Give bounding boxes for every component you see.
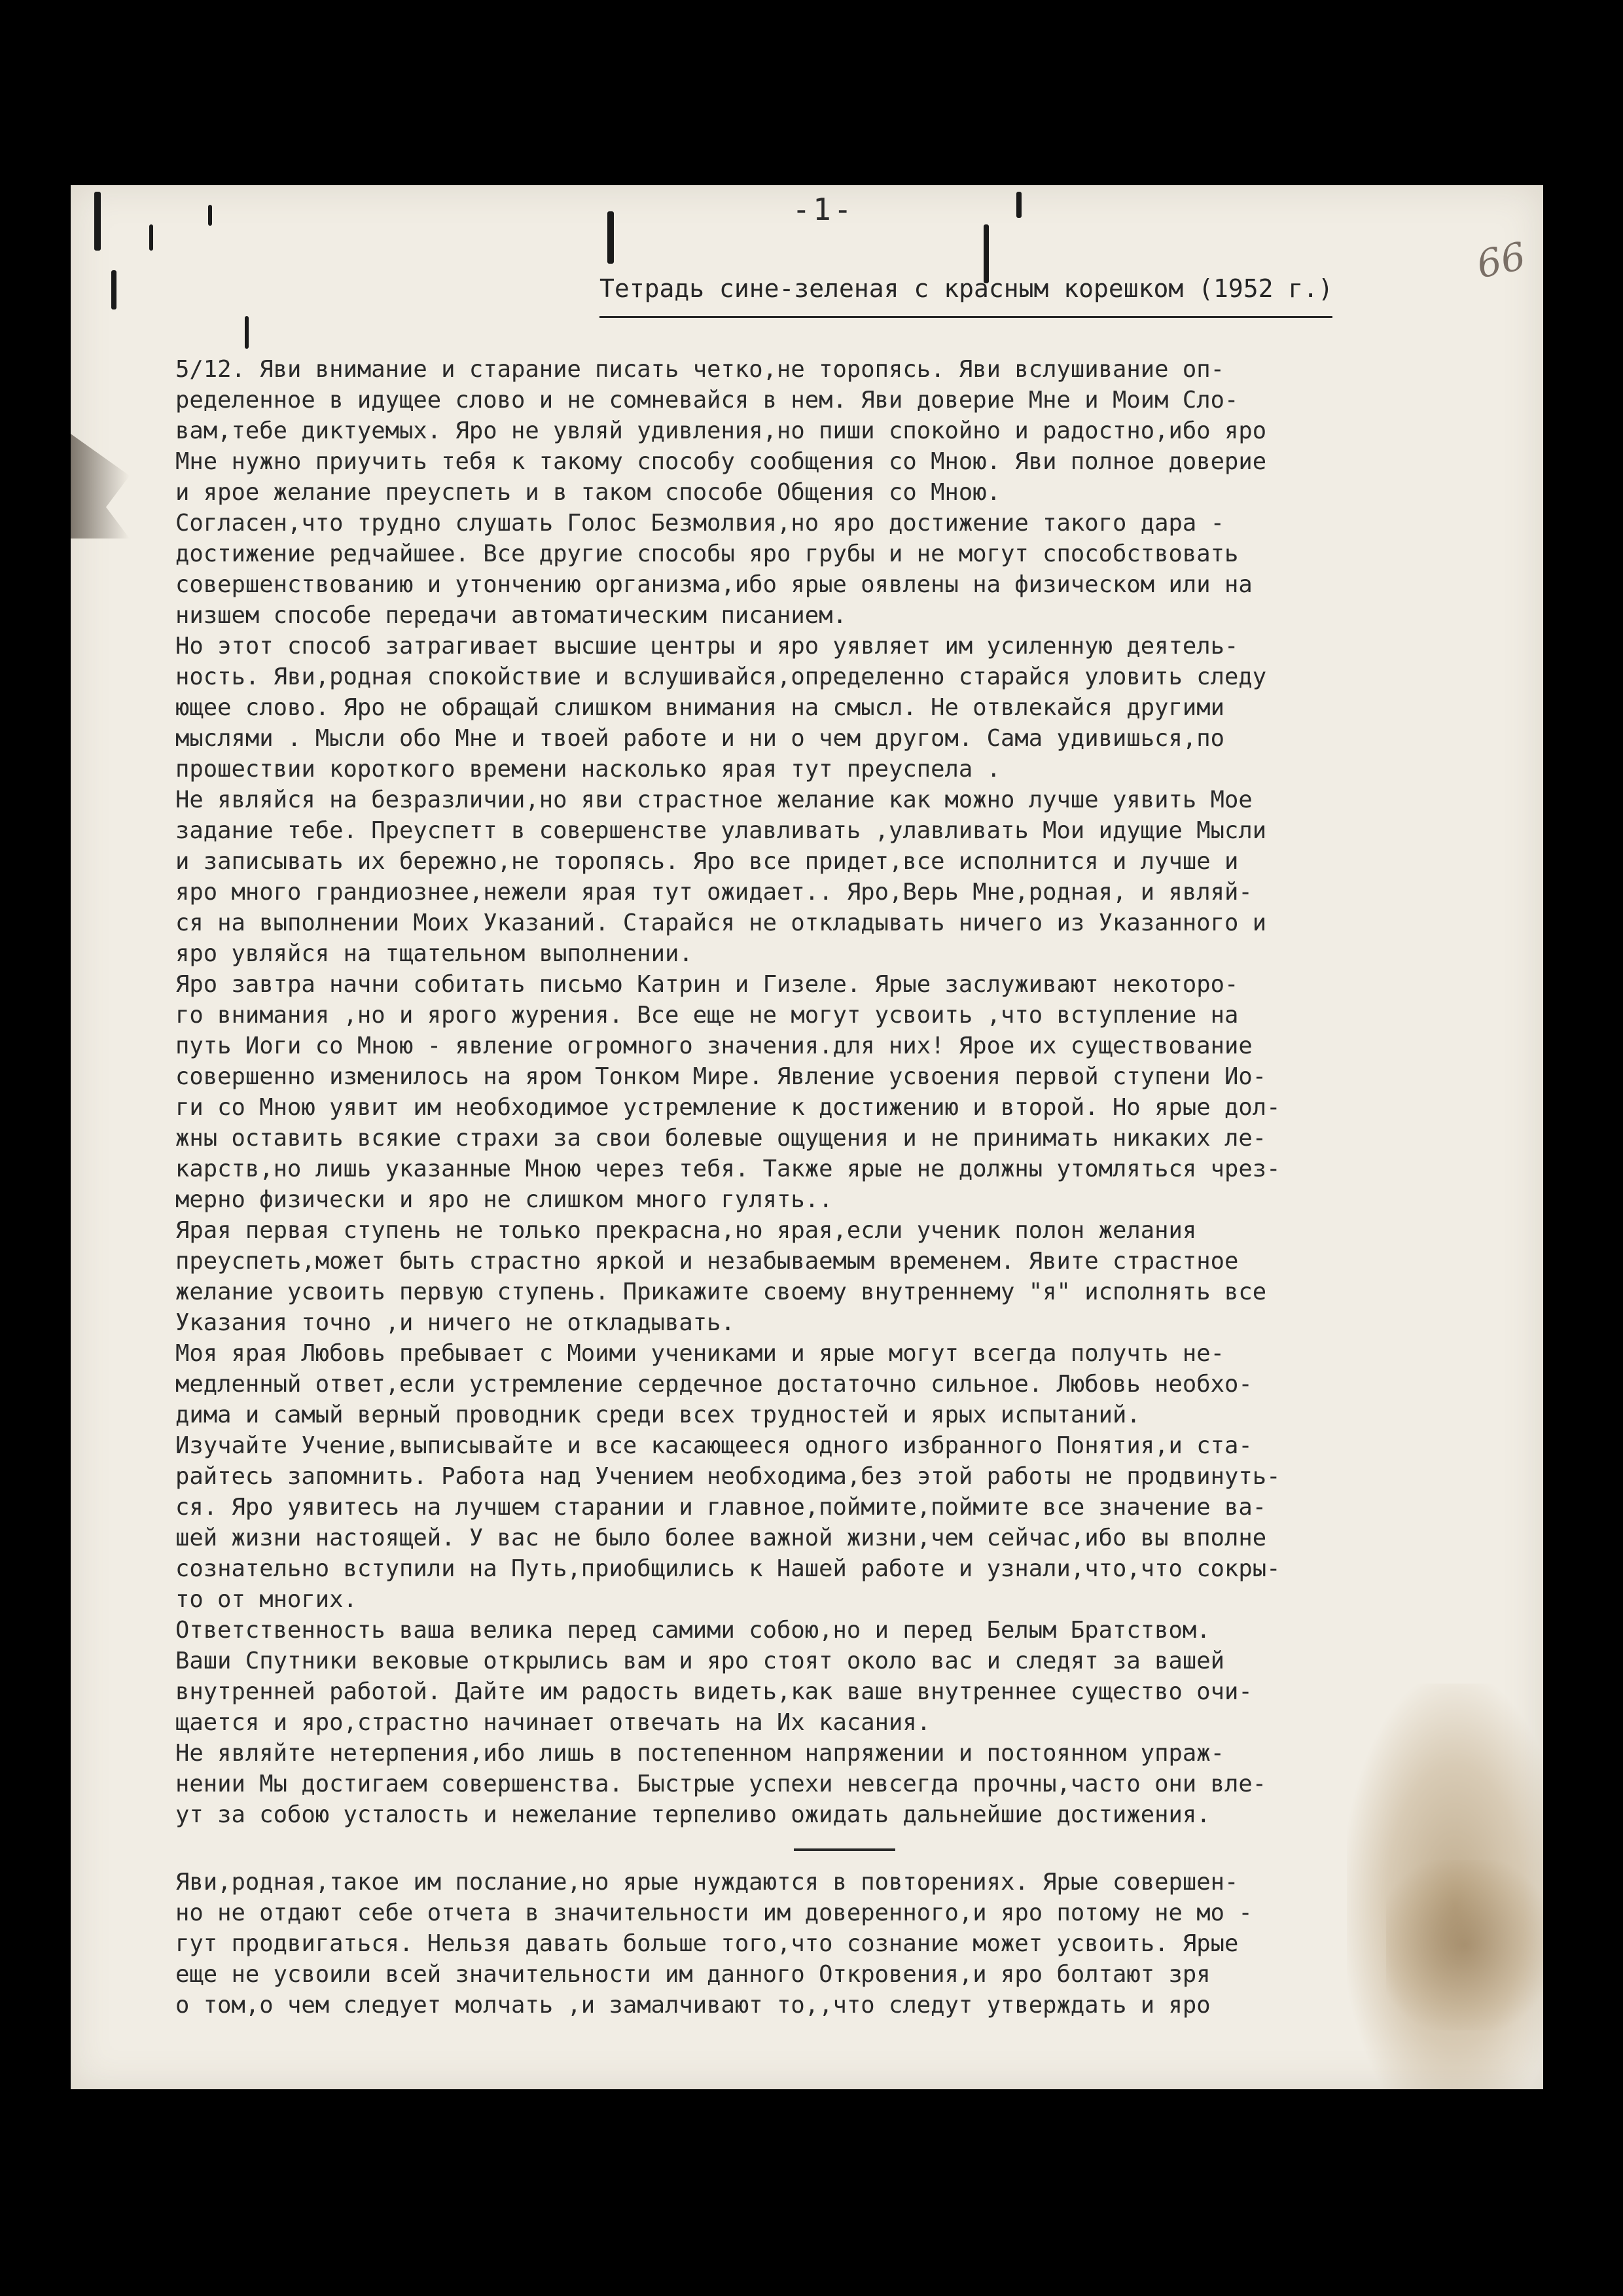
page-title: Тетрадь сине-зеленая с красным корешком (1952 г.)	[599, 274, 1334, 303]
text-line: Ответственность ваша велика перед самими собою,но и перед Белым Братством.	[175, 1617, 1211, 1644]
text-line: гут продвигаться. Нельзя давать больше того,что сознание может усвоить. Ярые	[175, 1930, 1239, 1957]
text-line: и ярое желание преуспеть и в таком способе Общения со Мною.	[175, 479, 1001, 506]
section-divider	[794, 1848, 895, 1851]
text-line: 5/12. Яви внимание и старание писать четко,не торопясь. Яви вслушивание оп-	[175, 356, 1224, 383]
text-line: низшем способе передачи автоматическим писанием.	[175, 602, 847, 629]
ink-mark	[1016, 192, 1022, 218]
ink-mark	[111, 270, 116, 309]
text-line: Моя ярая Любовь пребывает с Моими учениками и ярые могут всегда получть не-	[175, 1340, 1224, 1367]
text-line: но не отдают себе отчета в значительности им доверенного,и яро потому не мо -	[175, 1899, 1253, 1926]
text-line: Указания точно ,и ничего не откладывать.	[175, 1309, 735, 1336]
text-line: дима и самый верный проводник среди всех трудностей и ярых испытаний.	[175, 1402, 1141, 1428]
text-line: ся. Яро уявитесь на лучшем старании и главное,поймите,поймите все значение ва-	[175, 1494, 1267, 1521]
text-line: ность. Яви,родная спокойствие и вслушивайся,определенно старайся уловить следу	[175, 663, 1267, 690]
ink-mark	[607, 211, 614, 264]
text-line: ги со Мною уявит им необходимое устремление к достижению и второй. Но ярые дол-	[175, 1094, 1281, 1121]
text-line: Яро завтра начни собитать письмо Катрин и Гизеле. Ярые заслуживают некоторо-	[175, 971, 1239, 998]
text-line: Ярая первая ступень не только прекрасна,но ярая,если ученик полон желания	[175, 1217, 1197, 1244]
text-line: мыслями . Мысли обо Мне и твоей работе и ни о чем другом. Сама удивишься,по	[175, 725, 1224, 752]
text-line: Ваши Спутники вековые открылись вам и яро стоят около вас и следят за вашей	[175, 1648, 1224, 1674]
ink-mark	[94, 192, 101, 251]
text-line: щается и яро,страстно начинает отвечать на Их касания.	[175, 1709, 931, 1736]
page-number: -1-	[792, 192, 855, 227]
text-line: ющее слово. Яро не обращай слишком внимания на смысл. Не отвлекайся другими	[175, 694, 1224, 721]
text-line: совершенствованию и утончению организма,ибо ярые оявлены на физическом или на	[175, 571, 1253, 598]
text-line: нении Мы достигаем совершенства. Быстрые успехи невсегда прочны,часто они вле-	[175, 1771, 1267, 1797]
text-line: еще не усвоили всей значительности им данного Откровения,и яро болтают зря	[175, 1961, 1211, 1988]
text-line: ся на выполнении Моих Указаний. Старайся не откладывать ничего из Указанного и	[175, 910, 1267, 936]
document-page	[71, 185, 1543, 2089]
text-line: внутренней работой. Дайте им радость видеть,как ваше внутреннее существо очи-	[175, 1678, 1253, 1705]
text-line: Яви,родная,такое им послание,но ярые нуждаются в повторениях. Ярые совершен-	[175, 1869, 1239, 1896]
ink-mark	[149, 224, 153, 251]
text-line: о том,о чем следует молчать ,и замалчивают то,,что следут утверждать и яро	[175, 1992, 1211, 2019]
paper-tear	[71, 434, 130, 539]
text-line: путь Иоги со Мною - явление огромного значения.для них! Ярое их существование	[175, 1033, 1253, 1059]
text-line: вам,тебе диктуемых. Яро не увляй удивления,но пиши спокойно и радостно,ибо яро	[175, 417, 1267, 444]
text-line: Согласен,что трудно слушать Голос Безмолвия,но яро достижение такого дара -	[175, 510, 1224, 537]
text-line: яро увляйся на тщательном выполнении.	[175, 940, 693, 967]
text-line: Изучайте Учение,выписывайте и все касающееся одного избранного Понятия,и ста-	[175, 1432, 1253, 1459]
text-line: Но этот способ затрагивает высшие центры и яро уявляет им усиленную деятель-	[175, 633, 1239, 660]
text-line: Не являйте нетерпения,ибо лишь в постепенном напряжении и постоянном упраж-	[175, 1740, 1224, 1767]
text-line: желание усвоить первую ступень. Прикажите своему внутреннему "я" исполнять все	[175, 1279, 1267, 1305]
text-line: совершенно изменилось на яром Тонком Мире. Явление усвоения первой ступени Ио-	[175, 1063, 1267, 1090]
text-line: задание тебе. Преуспетт в совершенстве улавливать ,улавливать Мои идущие Мысли	[175, 817, 1267, 844]
ink-mark	[245, 316, 249, 349]
text-line: жны оставить всякие страхи за свои болевые ощущения и не принимать никаких ле-	[175, 1125, 1267, 1152]
body-text-continued	[175, 1867, 1504, 2021]
body-text	[175, 354, 1504, 1830]
text-line: яро много грандиознее,нежели ярая тут ожидает.. Яро,Верь Мне,родная, и являй-	[175, 879, 1253, 906]
text-line: прошествии короткого времени насколько ярая тут преуспела .	[175, 756, 1001, 783]
text-line: Мне нужно приучить тебя к такому способу сообщения со Мною. Яви полное доверие	[175, 448, 1267, 475]
text-line: го внимания ,но и ярого журения. Все еще не могут усвоить ,что вступление на	[175, 1002, 1239, 1029]
text-line: ут за собою усталость и нежелание терпеливо ожидать дальнейшие достижения.	[175, 1801, 1211, 1828]
text-line: сознательно вступили на Путь,приобщились к Нашей работе и узнали,что,что сокры-	[175, 1555, 1281, 1582]
text-line: медленный ответ,если устремление сердечное достаточно сильное. Любовь необхо-	[175, 1371, 1253, 1398]
text-line: то от многих.	[175, 1586, 357, 1613]
text-line: карств,но лишь указанные Мною через тебя. Также ярые не должны утомляться чрез-	[175, 1156, 1281, 1182]
ink-mark	[208, 205, 212, 226]
text-line: шей жизни настоящей. У вас не было более важной жизни,чем сейчас,ибо вы вполне	[175, 1525, 1267, 1551]
text-line: и записывать их бережно,не торопясь. Яро все придет,все исполнится и лучше и	[175, 848, 1239, 875]
text-line: мерно физически и яро не слишком много гулять..	[175, 1186, 833, 1213]
text-line: райтесь запомнить. Работа над Учением необходима,без этой работы не продвинуть-	[175, 1463, 1281, 1490]
text-line: Не являйся на безразличии,но яви страстное желание как можно лучше уявить Мое	[175, 786, 1253, 813]
title-underline	[599, 316, 1332, 318]
text-line: достижение редчайшее. Все другие способы яро грубы и не могут способствовать	[175, 540, 1239, 567]
text-line: преуспеть,может быть страстно яркой и незабываемым временем. Явите страстное	[175, 1248, 1239, 1275]
text-line: ределенное в идущее слово и не сомневайся в нем. Яви доверие Мне и Моим Сло-	[175, 387, 1239, 414]
folio-mark: 66	[1472, 233, 1529, 287]
